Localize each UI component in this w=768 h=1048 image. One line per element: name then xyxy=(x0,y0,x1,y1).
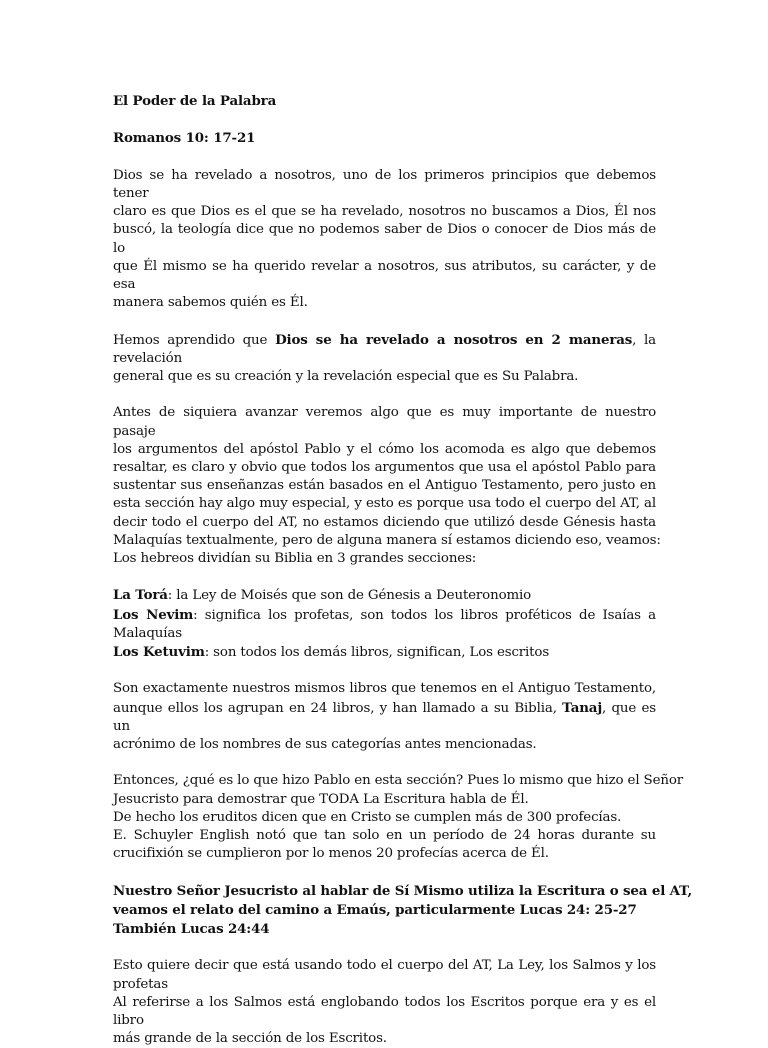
paragraph-4 xyxy=(113,680,656,754)
text-line: También Lucas 24:44 xyxy=(113,921,270,938)
text-line: Nuestro Señor Jesucristo al hablar de Sí Mismo utiliza la Escritura o sea el AT, xyxy=(113,882,693,899)
text-line: sustentar sus enseñanzas están basados en el Antiguo Testamento, pero justo en xyxy=(113,478,656,494)
scripture-reference: Romanos 10: 17-21 xyxy=(113,130,256,147)
text-line: Jesucristo para demostrar que TODA La Escritura habla de Él. xyxy=(113,791,529,807)
text-line: E. Schuyler English notó que tan solo en un período de 24 horas durante su xyxy=(113,828,656,844)
text-line: profetas xyxy=(113,976,168,992)
text-line: buscó, la teología dice que no podemos saber de Dios o conocer de Dios más de lo xyxy=(113,222,656,256)
paragraph-3 xyxy=(113,404,661,568)
text-line: general que es su creación y la revelación especial que es Su Palabra. xyxy=(113,369,579,384)
text-line: que Él mismo se ha querido revelar a nosotros, sus atributos, su carácter, y de esa xyxy=(113,258,656,292)
hebrew-sections-list xyxy=(113,586,656,662)
text-line: Son exactamente nuestros mismos libros que tenemos en el Antiguo Testamento, xyxy=(113,681,656,697)
text-line: Malaquías textualmente, pero de alguna manera sí estamos diciendo eso, veamos: xyxy=(113,532,661,548)
text-line: claro es que Dios es el que se ha revelado, nosotros no buscamos a Dios, Él nos xyxy=(113,204,656,220)
text-line: De hecho los eruditos dicen que en Cristo se cumplen más de 300 profecías. xyxy=(113,809,622,825)
text-line: Hemos aprendido que Dios se ha revelado a nosotros en 2 maneras, la revelación xyxy=(113,331,657,366)
paragraph-2 xyxy=(113,331,656,387)
text-line: los argumentos del apóstol Pablo y el cómo los acomoda es algo que debemos xyxy=(113,441,656,457)
section-nevim: Los Nevim: significa los profetas, son todos los libros proféticos de Isaías a xyxy=(113,606,656,623)
paragraph-7 xyxy=(113,957,656,1048)
text-line: acrónimo de los nombres de sus categorías antes mencionadas. xyxy=(113,737,537,753)
paragraph-5 xyxy=(113,772,683,863)
text-line: más grande de la sección de los Escritos. xyxy=(113,1031,387,1047)
text-line: Entonces, ¿qué es lo que hizo Pablo en esta sección? Pues lo mismo que hizo el Señor xyxy=(113,773,683,789)
text-line: Al referirse a los Salmos está englobando todos los Escritos porque era y es el libro xyxy=(113,994,656,1029)
text-line: Los hebreos dividían su Biblia en 3 grandes secciones: xyxy=(113,551,477,567)
text-line: esta sección hay algo muy especial, y esto es porque usa todo el cuerpo del AT, al xyxy=(113,496,656,512)
text-line: Antes de siquiera avanzar veremos algo que es muy importante de nuestro pasaje xyxy=(113,405,656,439)
document-title: El Poder de la Palabra xyxy=(113,93,277,109)
paragraph-6 xyxy=(113,882,693,940)
paragraph-1 xyxy=(113,167,656,313)
text-line: Esto quiere decir que está usando todo el cuerpo del AT, La Ley, los Salmos y los xyxy=(113,958,656,974)
text-line: manera sabemos quién es Él. xyxy=(113,295,308,311)
text-line: resaltar, es claro y obvio que todos los argumentos que usa el apóstol Pablo para xyxy=(113,460,656,475)
text-line: decir todo el cuerpo del AT, no estamos diciendo que utilizó desde Génesis hasta xyxy=(113,514,656,530)
section-ketuvim: Los Ketuvim: son todos los demás libros, significan, Los escritos xyxy=(113,644,550,661)
text-line: crucifixión se cumplieron por lo menos 20 profecías acerca de Él. xyxy=(113,846,549,862)
section-nevim-cont: Malaquías xyxy=(113,625,182,641)
section-tora: La Torá: la Ley de Moisés que son de Génesis a Deuteronomio xyxy=(113,587,532,604)
text-line: aunque ellos los agrupan en 24 libros, y han llamado a su Biblia, Tanaj, que es un xyxy=(113,699,656,734)
text-line: veamos el relato del camino a Emaús, particularmente Lucas 24: 25-27 xyxy=(113,901,637,918)
text-line: Dios se ha revelado a nosotros, uno de los primeros principios que debemos tener xyxy=(113,167,656,201)
